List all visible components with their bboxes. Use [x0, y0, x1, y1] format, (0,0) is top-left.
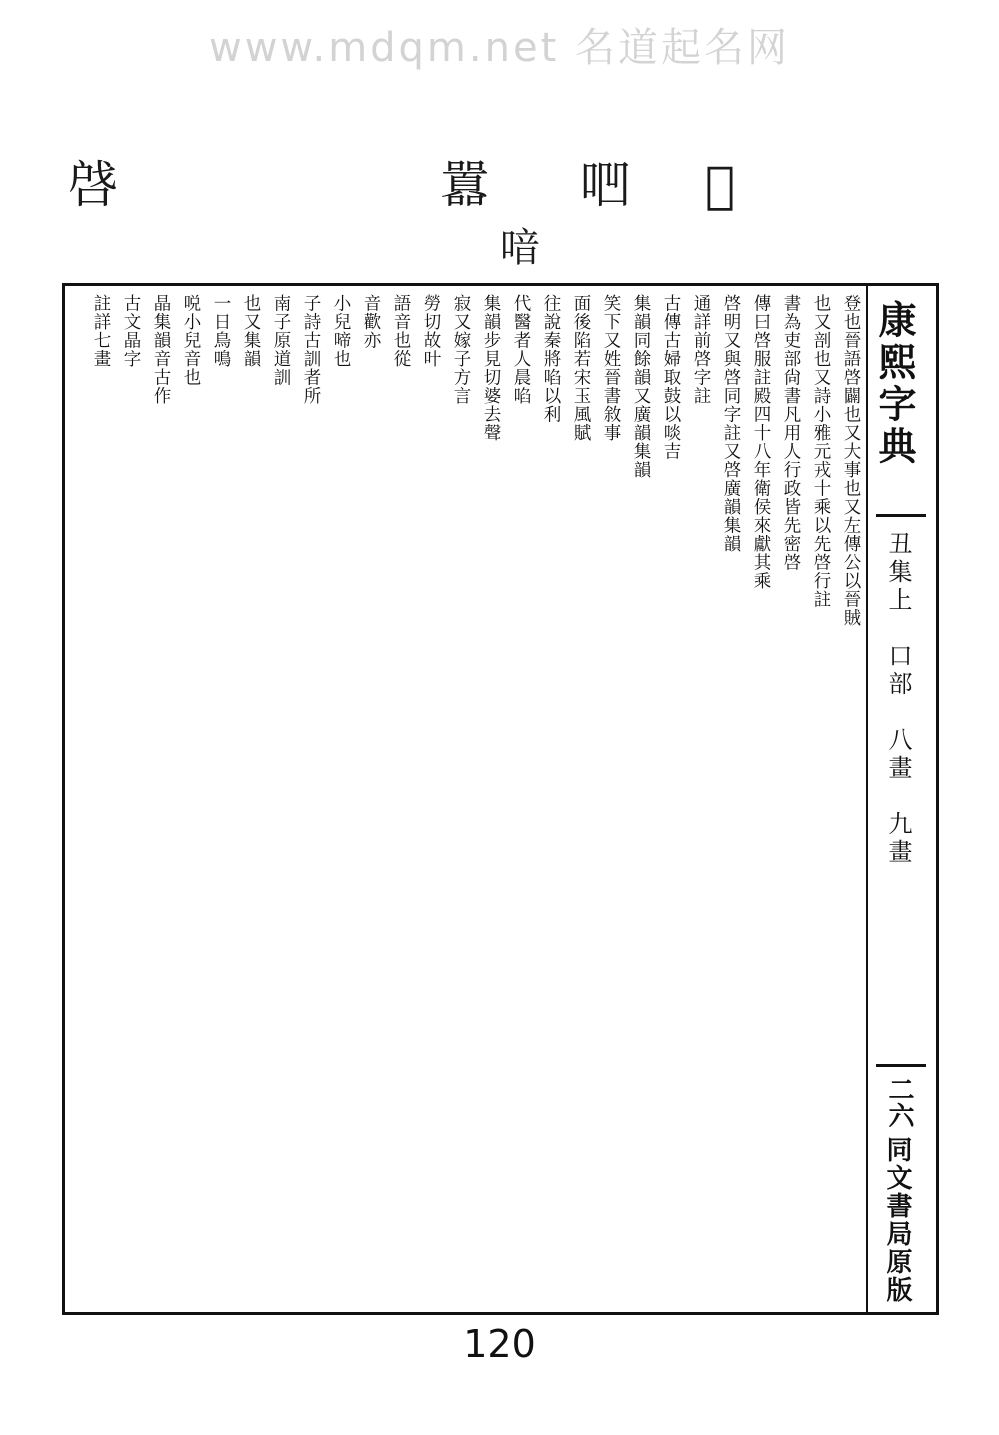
text-column: 小兒啼也: [331, 294, 351, 368]
text-column: 登也晉語啓闢也又大事也又左傳公以晉賊: [841, 294, 861, 627]
text-column: 也又剖也又詩小雅元戎十乘以先啓行註: [811, 294, 831, 609]
text-column: 也又集韻: [241, 294, 261, 368]
text-column: 語音也從: [391, 294, 411, 368]
text-column: 通詳前啓字註: [691, 294, 711, 405]
text-column: 集韻步見切婆去聲: [481, 294, 501, 442]
header-page-number: 二六: [884, 1076, 914, 1128]
seal-glyph: 囂: [440, 156, 490, 214]
seal-glyph: 喑: [500, 225, 540, 271]
text-column: 南子原道訓: [271, 294, 291, 387]
text-column: 書為吏部尙書凡用人行政皆先密啓: [781, 294, 801, 572]
watermark: www.mdqm.net 名道起名网: [209, 25, 790, 71]
dictionary-body: [71, 294, 866, 1304]
text-column: 傳曰啓服註殿四十八年衛侯來獻其乘: [751, 294, 771, 590]
section-label: 丑集上 口部 八畫 九畫: [884, 531, 912, 867]
text-column: 往說秦將啗以利: [541, 294, 561, 424]
text-column: 註詳七畫: [91, 294, 111, 368]
header-divider: [876, 514, 926, 517]
dictionary-title: 康熙字典: [872, 300, 917, 468]
text-column: 古傳古婦取鼓以啖吉: [661, 294, 681, 461]
text-column: 寂又嫁子方言: [451, 294, 471, 405]
page-frame: [62, 283, 939, 1315]
text-column: 代醫者人晨啗: [511, 294, 531, 405]
text-column: 勞切故叶: [421, 294, 441, 368]
text-column: 音歡亦: [361, 294, 381, 350]
header-divider: [876, 1064, 926, 1067]
text-column: 啓明又與啓同字註又啓廣韻集韻: [721, 294, 741, 553]
seal-glyph: 𠻷: [705, 156, 736, 214]
text-column: 一日鳥鳴: [211, 294, 231, 368]
seal-glyph: 啔: [68, 156, 118, 214]
seal-glyph: 𠱃: [580, 156, 630, 214]
text-column: 子詩古訓者所: [301, 294, 321, 405]
text-column: 晶集韻音古作: [151, 294, 171, 405]
seal-script-row: [60, 156, 940, 280]
page-number: 120: [463, 1322, 536, 1366]
text-column: 集韻同餘韻又廣韻集韻: [631, 294, 651, 479]
text-column: 笑下又姓晉書敘事: [601, 294, 621, 442]
text-column: 古文晶字: [121, 294, 141, 368]
header-column: [866, 286, 936, 1312]
text-column: 哾小兒音也: [181, 294, 201, 387]
text-column: 面後陷若宋玉風賦: [571, 294, 591, 442]
publisher-label: 同文書局原版: [882, 1136, 912, 1304]
